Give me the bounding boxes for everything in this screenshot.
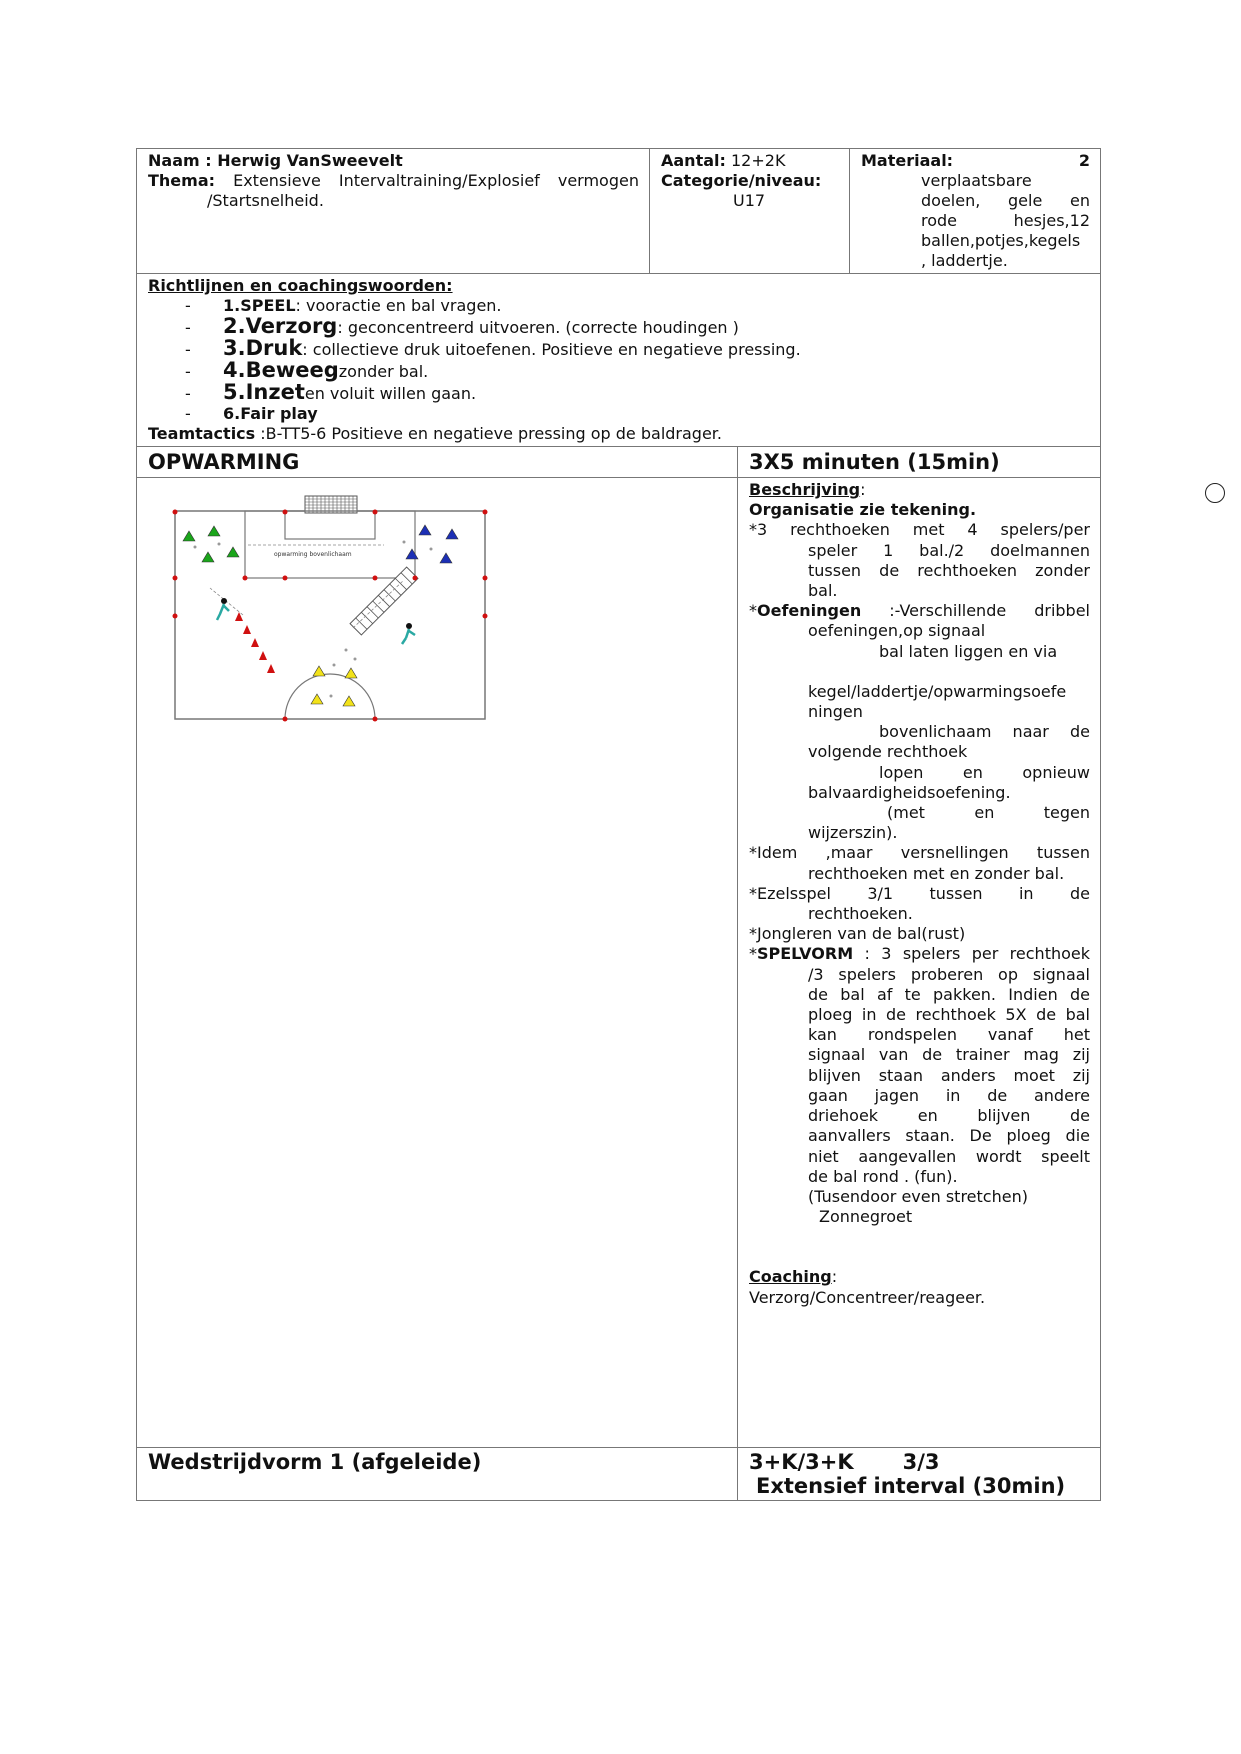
warmup-content-row: [137, 478, 1101, 1448]
desc-line: /3 spelers proberen op signaal: [808, 964, 1090, 984]
naam-label: Naam : Herwig VanSweevelt: [148, 151, 403, 170]
guideline-item: [148, 404, 1090, 424]
beschrijving-line: [749, 480, 1090, 500]
dash: -: [185, 296, 191, 315]
categorie-value: U17: [733, 191, 766, 210]
desc-line: signaal van de trainer mag zij: [808, 1045, 1090, 1065]
desc-line: bal.: [808, 581, 838, 601]
guideline-item: [148, 296, 1090, 316]
desc-line: ploeg in de rechthoek 5X de bal: [808, 1005, 1090, 1025]
goalkeeper-right: [402, 623, 415, 644]
desc-line: rechthoeken met en zonder bal.: [808, 863, 1065, 883]
warmup-title-row: [137, 447, 1101, 478]
spelvorm-label: SPELVORM: [757, 944, 854, 964]
thema-line-2: /Startsnelheid.: [207, 191, 324, 210]
goal-area: [285, 511, 375, 539]
materiaal-line: ballen,potjes,kegels: [921, 231, 1081, 250]
desc-line: de bal rond . (fun).: [808, 1166, 958, 1186]
colon: :: [860, 480, 866, 499]
match-row: [137, 1448, 1101, 1501]
diagram-cell: [137, 478, 738, 1448]
coaching-text: Verzorg/Concentreer/reageer.: [749, 1287, 986, 1307]
desc-line: speler 1 bal./2 doelmannen: [808, 540, 1090, 560]
dash: -: [185, 362, 191, 381]
balls: [194, 541, 433, 698]
materiaal-line: , laddertje.: [921, 251, 1008, 270]
desc-line: bal laten liggen en via: [879, 641, 1058, 661]
oefeningen-line: [749, 601, 1090, 621]
desc-line: gaan jagen in de andere: [808, 1085, 1090, 1105]
materiaal-count: 2: [1078, 151, 1090, 170]
slalom-cones: [235, 612, 275, 673]
desc-line: kegel/laddertje/opwarmingsoefe: [808, 681, 1067, 701]
guidelines-cell: [137, 274, 1101, 447]
desc-line: Zonnegroet: [819, 1207, 913, 1227]
materiaal-cell: [850, 149, 1101, 274]
guideline-key: 6.Fair play: [223, 404, 318, 423]
training-sheet: [136, 148, 1100, 1501]
materiaal-list: [861, 171, 1090, 271]
desc-line: niet aangevallen wordt speelt: [808, 1146, 1090, 1166]
star: *: [749, 601, 757, 621]
dash: -: [185, 340, 191, 359]
guideline-key: 1.SPEEL: [223, 296, 296, 315]
yellow-players: [311, 666, 357, 706]
desc-line: *3 rechthoeken met 4 spelers/per: [749, 520, 1090, 540]
teamtactics-line: [148, 424, 1090, 444]
desc-line: de bal af te pakken. Indien de: [808, 984, 1090, 1004]
thema-text: Extensieve Intervaltraining/Explosief vermogen: [233, 171, 639, 190]
guideline-key: 5.Inzet: [223, 380, 305, 404]
desc-line: wijzerszin).: [808, 823, 898, 843]
guidelines-title: Richtlijnen en coachingswoorden:: [148, 276, 453, 295]
desc-line: *Idem ,maar versnellingen tussen: [749, 843, 1090, 863]
warmup-duration: 3X5 minuten (15min): [738, 447, 1101, 478]
dash: -: [185, 404, 191, 423]
organisatie-text: Organisatie zie tekening.: [749, 500, 977, 520]
beschrijving-label: Beschrijving: [749, 480, 861, 499]
guideline-item: [148, 338, 1090, 360]
warmup-title: OPWARMING: [137, 447, 738, 478]
desc-line: driehoek en blijven de: [808, 1106, 1090, 1126]
thema-label: Thema:: [148, 171, 216, 190]
dash: -: [185, 318, 191, 337]
spacer: [749, 662, 1090, 682]
guideline-item: [148, 382, 1090, 404]
desc-line: (Tusendoor even stretchen): [808, 1186, 1028, 1206]
guideline-text: : geconcentreerd uitvoeren. (correcte houdingen ): [337, 318, 739, 337]
guideline-item: [148, 316, 1090, 338]
blue-players: [406, 525, 458, 563]
teamtactics-label: Teamtactics: [148, 424, 256, 443]
desc-line: tussen de rechthoeken zonder: [808, 560, 1090, 580]
match-format: 3+K/3+K: [749, 1450, 854, 1474]
desc-line: bovenlichaam naar de: [879, 722, 1090, 742]
match-title: Wedstrijdvorm 1 (afgeleide): [137, 1448, 738, 1501]
coaching-label: Coaching: [749, 1267, 832, 1287]
teamtactics-text: :B-TT5-6 Positieve en negatieve pressing op de baldrager.: [255, 424, 722, 443]
guidelines-row: [137, 274, 1101, 447]
desc-line: kan rondspelen vanaf het: [808, 1025, 1090, 1045]
guideline-item: [148, 360, 1090, 382]
star: *: [749, 944, 757, 964]
materiaal-head: [861, 151, 1090, 171]
aantal-label: Aantal:: [661, 151, 726, 170]
desc-line: *Ezelsspel 3/1 tussen in de: [749, 883, 1090, 903]
guideline-text: zonder bal.: [338, 362, 429, 381]
penalty-area: [245, 511, 415, 578]
guideline-key: 3.Druk: [223, 336, 303, 360]
description-cell: [738, 478, 1101, 1448]
materiaal-line: doelen, gele en: [921, 191, 1090, 210]
goalkeeper-left: [217, 598, 229, 620]
categorie-label: Categorie/niveau:: [661, 171, 822, 190]
desc-line: balvaardigheidsoefening.: [808, 782, 1011, 802]
coaching-line: [749, 1267, 1090, 1287]
desc-line: lopen en opnieuw: [879, 762, 1090, 782]
match-format-line: [749, 1450, 1090, 1474]
oefeningen-label: Oefeningen: [757, 601, 862, 621]
materiaal-label: Materiaal:: [861, 151, 954, 170]
match-type: Extensief interval (30min): [756, 1474, 1066, 1498]
colon: :: [831, 1267, 838, 1287]
desc-line: blijven staan anders moet zij: [808, 1065, 1090, 1085]
guideline-text: : vooractie en bal vragen.: [295, 296, 502, 315]
dash: -: [185, 384, 191, 403]
header-row: [137, 149, 1101, 274]
warmup-field-diagram: [148, 488, 508, 748]
desc-text: :-Verschillende dribbel: [861, 601, 1090, 621]
desc-line: ningen: [808, 702, 863, 722]
materiaal-line: rode hesjes,12: [921, 211, 1090, 230]
desc-line: *Jongleren van de bal(rust): [749, 924, 966, 944]
desc-line: rechthoeken.: [808, 904, 913, 924]
naam-thema-cell: [137, 149, 650, 274]
match-ratio: 3/3: [902, 1450, 940, 1474]
aantal-value: 12+2K: [731, 151, 786, 170]
diagram-label: opwarming bovenlichaam: [274, 551, 352, 558]
spacer: [749, 1227, 1090, 1267]
aantal-line: [661, 151, 839, 171]
guideline-key: 4.Beweeg: [223, 358, 339, 382]
desc-line: volgende rechthoek: [808, 742, 968, 762]
aantal-cell: [650, 149, 850, 274]
circle-marker: [1205, 483, 1225, 503]
match-info: [738, 1448, 1101, 1501]
guideline-key: 2.Verzorg: [223, 314, 338, 338]
guideline-text: : collectieve druk uitoefenen. Positieve en negatieve pressing.: [302, 340, 801, 359]
guideline-text: en voluit willen gaan.: [304, 384, 477, 403]
spelvorm-line: [749, 944, 1090, 964]
desc-line: oefeningen,op signaal: [808, 621, 986, 641]
training-table: [136, 148, 1101, 1501]
green-players: [183, 526, 239, 562]
desc-line: (met en tegen: [887, 803, 1090, 823]
thema-line: [148, 171, 639, 191]
materiaal-line: verplaatsbare: [921, 171, 1032, 190]
field-outline: [175, 511, 485, 719]
desc-line: aanvallers staan. De ploeg die: [808, 1126, 1090, 1146]
desc-text: : 3 spelers per rechthoek: [853, 944, 1090, 964]
